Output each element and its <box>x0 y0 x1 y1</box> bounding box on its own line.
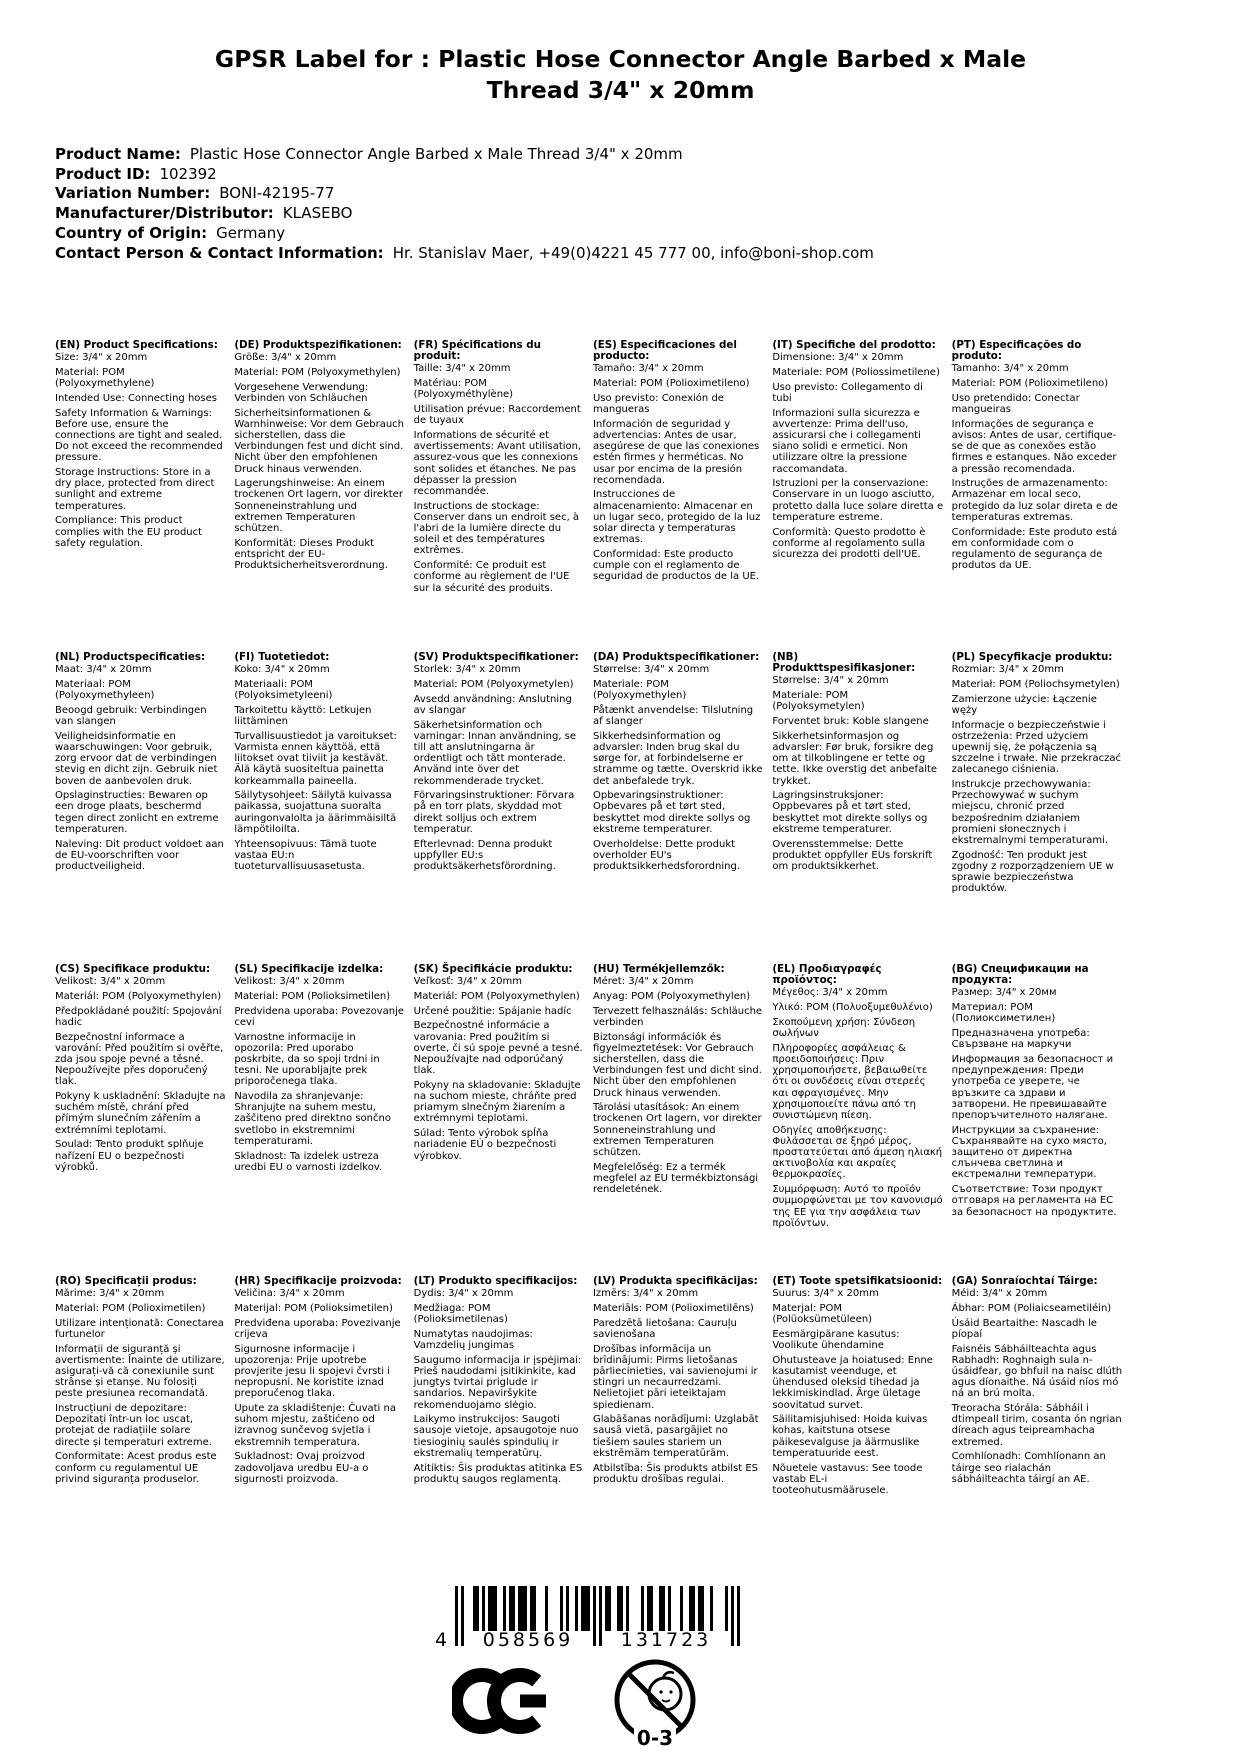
lang-block-paragraph: Conformitate: Acest produs este conform cu regulamentul UE privind siguranța produselor. <box>55 1451 217 1485</box>
lang-block-paragraph: Méid: 3/4" x 20mm <box>951 1288 1048 1300</box>
lang-block-paragraph: Varnostne informacije in opozorila: Pred uporabo poskrbite, da so spoji trdni in tesni. Ne uporabljajte prek priporočenega tlaka. <box>234 1031 380 1088</box>
lang-block-heading: (ES) Especificaciones del producto: <box>592 339 737 363</box>
lang-block-et <box>772 1276 943 1588</box>
lang-block-paragraph: Faisnéis Sábháilteachta agus Rabhadh: Roghnaigh sula n-úsáidfear, go bhfuil na naisc dlúth agus díonaithe. Ná úsáid níos mó ná an brú molta. <box>951 1343 1123 1400</box>
lang-block-paragraph: Materiale: POM (Polyoxymethylen) <box>592 678 687 702</box>
lang-block-paragraph: Eesmärgipärane kasutus: Voolikute ühendamine <box>772 1328 900 1352</box>
lang-block-paragraph: Съответствие: Този продукт отговаря на регламента на ЕС за безопасност на продуктите. <box>951 1184 1117 1218</box>
lang-block-paragraph: Atitiktis: Šis produktas atitinka ES produktų saugos reglamentą. <box>413 1462 583 1485</box>
lang-block-paragraph: Предназначена употреба: Свързване на маркучи <box>951 1028 1090 1051</box>
lang-block-heading: (RO) Specificații produs: <box>55 1275 197 1287</box>
lang-block-paragraph: Materiał: POM (Poliochsymetylen) <box>951 678 1120 690</box>
lang-block-pl <box>952 652 1123 964</box>
product-info-line <box>55 165 874 185</box>
lang-block-paragraph: Istruzioni per la conservazione: Conservare in un luogo asciutto, protetto dalla luce solare diretta e temperature estreme. <box>772 478 944 523</box>
lang-block-paragraph: Opslaginstructies: Bewaren op een droge plaats, beschermd tegen direct zonlicht en extreme temperaturen. <box>55 790 219 835</box>
lang-block-paragraph: Maat: 3/4" x 20mm <box>55 664 152 676</box>
page-title: GPSR Label for : Plastic Hose Connector Angle Barbed x Male Thread 3/4" x 20mm <box>214 45 1027 104</box>
lang-block-heading: (NL) Productspecificaties: <box>55 651 206 663</box>
lang-block-paragraph: Veiligheidsinformatie en waarschuwingen: Voor gebruik, zorg ervoor dat de verbindingen stevig en dicht zijn. Gebruik niet boven de aanbevolen druk. <box>55 730 218 787</box>
lang-block-fi <box>234 652 405 964</box>
lang-block-paragraph: Ábhar: POM (Poliaicseametiléin) <box>951 1302 1112 1314</box>
lang-block-paragraph: Instrucțiuni de depozitare: Depozitați într-un loc uscat, protejat de radiațiile solare directe și temperaturi extreme. <box>55 1403 212 1448</box>
lang-block-paragraph: Velikost: 3/4" x 20mm <box>234 976 345 988</box>
lang-block-paragraph: Veľkosť: 3/4" x 20mm <box>413 976 523 988</box>
lang-block-paragraph: Určené použitie: Spájanie hadíc <box>413 1005 572 1017</box>
lang-block-sk <box>414 964 585 1276</box>
lang-block-heading: (HU) Termékjellemzők: <box>592 963 725 975</box>
lang-block-paragraph: Predvidena uporaba: Povezovanje cevi <box>234 1005 405 1028</box>
lang-block-paragraph: Sukladnost: Ovaj proizvod zadovoljava uredbu EU-a o sigurnosti proizvoda. <box>234 1451 369 1485</box>
lang-block-paragraph: Tervezett felhasználás: Schläuche verbinden <box>592 1005 763 1028</box>
lang-block-hu <box>593 964 764 1276</box>
lang-block-paragraph: Pokyny k uskladnění: Skladujte na suchém místě, chrání před přímým slunečním zářením a extrémními teplotami. <box>55 1091 226 1136</box>
lang-block-paragraph: Izmērs: 3/4" x 20mm <box>592 1288 699 1300</box>
lang-block-paragraph: Tárolási utasítások: An einem trockenen Ort lagern, vor direkter Sonneneinstrahlung und extremen Temperaturen schützen. <box>592 1102 762 1159</box>
lang-block-paragraph: Vorgesehene Verwendung: Verbinden von Schläuchen <box>234 381 369 404</box>
lang-block-heading: (SK) Špecifikácie produktu: <box>413 963 573 975</box>
lang-block-paragraph: Material: POM (Polioximetileno) <box>951 378 1109 390</box>
lang-block-paragraph: Påtænkt anvendelse: Tilslutning af slanger <box>592 704 754 728</box>
lang-block-paragraph: Taille: 3/4" x 20mm <box>413 363 511 375</box>
lang-block-paragraph: Safety Information & Warnings: Before use, ensure the connections are tight and sealed. Do not exceed the recommended pressure. <box>55 407 223 464</box>
lang-block-bg <box>952 964 1123 1276</box>
lang-block-paragraph: Информация за безопасност и предупреждения: Преди употреба се уверете, че връзките са здрави и затворени. Не превишавайте препоръчителното налягане. <box>951 1053 1114 1121</box>
lang-block-paragraph: Conformità: Questo prodotto è conforme al regolamento sulla sicurezza dei prodotti dell'UE. <box>772 526 926 560</box>
product-info-label: Contact Person & Contact Information: <box>55 243 384 262</box>
lang-block-paragraph: Bezpečnostní informace a varování: Před použitím si ověřte, zda jsou spoje pevné a těsné. Nepoužívejte přes doporučený tlak. <box>55 1031 224 1088</box>
lang-block-paragraph: Rozmiar: 3/4" x 20mm <box>951 664 1064 676</box>
lang-block-ga <box>952 1276 1123 1588</box>
lang-block-paragraph: Medžiaga: POM (Polioksimetilenas) <box>413 1302 508 1326</box>
lang-block-paragraph: Säkerhetsinformation och varningar: Innan användning, se till att anslutningarna är ordentligt och tätt monterade. Använd inte över det rekommenderade trycket. <box>413 719 577 787</box>
lang-block-heading: (HR) Specifikacije proizvoda: <box>234 1275 402 1287</box>
lang-block-heading: (CS) Specifikace produktu: <box>55 963 211 975</box>
product-info-label: Country of Origin: <box>55 223 208 242</box>
lang-block-paragraph: Glabāšanas norādījumi: Uzglabāt sausā vietā, pasargājiet no tiešiem saules stariem un ekstrēmām temperatūrām. <box>592 1414 759 1459</box>
lang-block-paragraph: Μέγεθος: 3/4" x 20mm <box>772 987 888 999</box>
lang-block-paragraph: Opbevaringsinstruktioner: Opbevares på et tørt sted, beskyttet mod direkte sollys og ekstreme temperaturer. <box>592 790 751 835</box>
lang-block-paragraph: Saugumo informacija ir įspėjimai: Prieš naudodami įsitikinkite, kad jungtys tvirtai priglude ir sandarios. Nepaviršykite rekomenduojamo slėgio. <box>413 1354 582 1411</box>
lang-block-paragraph: Sigurnosne informacije i upozorenja: Prije upotrebe provjerite jesu li spojevi čvrsti i nepropusni. Ne koristite iznad preporučenog tlaka. <box>234 1343 390 1400</box>
lang-block-heading: (SV) Produktspecifikationer: <box>413 651 579 663</box>
lang-block-paragraph: Drošības informācija un brīdinājumi: Pirms lietošanas pārliecinieties, vai savienojumi ir stingri un necaurredzami. Nelietojiet pāri ieteiktajam spiedienam. <box>592 1343 758 1411</box>
lang-block-paragraph: Størrelse: 3/4" x 20mm <box>592 664 710 676</box>
lang-block-paragraph: Lagerungshinweise: An einem trockenen Ort lagern, vor direkter Sonneneinstrahlung und extremen Temperaturen schützen. <box>234 478 403 535</box>
lang-block-paragraph: Méret: 3/4" x 20mm <box>592 976 694 988</box>
lang-block-paragraph: Atbilstība: Šis produkts atbilst ES produktu drošības regulai. <box>592 1462 758 1485</box>
product-info-value: Germany <box>216 223 286 242</box>
product-info <box>55 145 874 263</box>
lang-block-paragraph: Материал: POM (Полиоксиметилен) <box>951 1002 1056 1025</box>
lang-block-paragraph: Overensstemmelse: Dette produktet oppfyller EUs forskrift om produktsikkerhet. <box>772 838 933 872</box>
lang-block-paragraph: Conformité: Ce produit est conforme au règlement de l'UE sur la sécurité des produits. <box>413 560 570 594</box>
lang-block-paragraph: Materijal: POM (Polioksimetilen) <box>234 1302 393 1314</box>
lang-block-paragraph: Tamanho: 3/4" x 20mm <box>951 363 1069 375</box>
lang-block-paragraph: Tamaño: 3/4" x 20mm <box>592 363 704 375</box>
product-info-value: Plastic Hose Connector Angle Barbed x Male Thread 3/4" x 20mm <box>189 145 683 163</box>
barcode <box>425 1586 745 1650</box>
lang-block-paragraph: Koko: 3/4" x 20mm <box>234 664 330 676</box>
lang-block-paragraph: Paredzētā lietošana: Cauruļu savienošana <box>592 1317 737 1340</box>
lang-block-paragraph: Instrucciones de almacenamiento: Almacenar en un lugar seco, protegido de la luz solar directa y temperaturas extremas. <box>592 489 761 546</box>
lang-block-paragraph: Avsedd användning: Anslutning av slangar <box>413 693 572 716</box>
lang-block-paragraph: Uso pretendido: Conectar mangueiras <box>951 392 1080 416</box>
lang-block-paragraph: Beoogd gebruik: Verbindingen van slangen <box>55 704 207 728</box>
product-info-label: Product ID: <box>55 164 151 183</box>
lang-block-pt <box>952 340 1123 652</box>
lang-block-es <box>593 340 764 652</box>
lang-block-paragraph: Nõuetele vastavus: See toode vastab EL-i tooteohutusmäärusele. <box>772 1462 923 1496</box>
lang-block-paragraph: Säilitamisjuhised: Hoida kuivas kohas, kaitstuna otsese päikesevalguse ja äärmuslike temperatuuride eest. <box>772 1414 928 1459</box>
lang-block-heading: (EL) Προδιαγραφές προϊόντος: <box>772 963 882 987</box>
lang-block-paragraph: Navodila za shranjevanje: Shranjujte na suhem mestu, zaščiteno pred direktno sončno svetlobo in ekstremnimi temperaturami. <box>234 1091 391 1147</box>
lang-block-paragraph: Forventet bruk: Koble slangene <box>772 716 929 728</box>
lang-block-paragraph: Dydis: 3/4" x 20mm <box>413 1288 514 1300</box>
lang-block-paragraph: Instrukcje przechowywania: Przechowywać w suchym miejscu, chronić przed bezpośrednim działaniem promieni słonecznych i ekstremalnymi temperaturami. <box>951 779 1109 847</box>
lang-block-heading: (LV) Produkta specifikācijas: <box>592 1275 758 1287</box>
product-info-line <box>55 204 874 224</box>
lang-block-paragraph: Instructions de stockage: Conserver dans un endroit sec, à l'abri de la lumière directe du soleil et des températures extrêmes. <box>413 500 580 557</box>
lang-block-paragraph: Materiaali: POM (Polyoksimetyleeni) <box>234 678 333 702</box>
lang-block-paragraph: Suurus: 3/4" x 20mm <box>772 1288 879 1300</box>
lang-block-heading: (NB) Produkttspesifikasjoner: <box>772 651 916 675</box>
lang-block-paragraph: Turvallisuustiedot ja varoitukset: Varmista ennen käyttöä, että liitokset ovat tiiviit ja kestävät. Älä käytä suositeltua painetta korkeammalla paineella. <box>234 730 397 787</box>
lang-block-paragraph: Storage Instructions: Store in a dry place, protected from direct sunlight and extreme temperatures. <box>55 467 215 512</box>
lang-block-paragraph: Skladnost: Ta izdelek ustreza uredbi EU o varnosti izdelkov. <box>234 1150 383 1173</box>
lang-block-heading: (PL) Specyfikacje produktu: <box>951 651 1113 663</box>
lang-block-paragraph: Materiale: POM (Polyoksymetylen) <box>772 690 865 713</box>
lang-block-paragraph: Úsáid Beartaithe: Nascadh le píopaí <box>951 1317 1097 1340</box>
lang-block-paragraph: Materiaal: POM (Polyoxymethyleen) <box>55 678 155 702</box>
lang-block-paragraph: Sikkerhetsinformasjon og advarsler: Før bruk, forsikre deg om at tilkoblingene er tette og tette. Ikke overstig det anbefalte trykket. <box>772 730 938 787</box>
lang-block-heading: (DE) Produktspezifikationen: <box>234 339 402 351</box>
lang-block-paragraph: Utilizare intenționată: Conectarea furtunelor <box>55 1317 224 1340</box>
lang-block-hr <box>234 1276 405 1588</box>
barcode-prefix-digit: 4 <box>435 1629 448 1650</box>
lang-block-paragraph: Material: POM (Polioximetilen) <box>55 1302 206 1314</box>
age-warning-label: 0-3 <box>636 1726 674 1750</box>
lang-block-paragraph: Σκοπούμενη χρήση: Σύνδεση σωλήνων <box>772 1016 916 1040</box>
lang-block-paragraph: Uso previsto: Conexión de mangueras <box>592 392 724 416</box>
lang-block-en <box>55 340 226 652</box>
barcode-left-digits: 058569 <box>482 1629 574 1650</box>
lang-block-paragraph: Utilisation prévue: Raccordement de tuyaux <box>413 404 581 427</box>
lang-block-nb <box>772 652 943 964</box>
lang-block-paragraph: Инструкции за съхранение: Съхранявайте на сухо място, защитено от директна слънчева светлина и екстремални температури. <box>951 1124 1107 1181</box>
lang-block-paragraph: Megfelelőség: Ez a termék megfelel az EU termékbiztonsági rendeletének. <box>592 1161 759 1196</box>
lang-block-lv <box>593 1276 764 1588</box>
lang-block-heading: (PT) Especificações do produto: <box>951 339 1082 363</box>
lang-block-paragraph: Materiale: POM (Poliossimetilene) <box>772 366 940 378</box>
lang-block-paragraph: Material: POM (Polioximetileno) <box>592 378 750 390</box>
lang-block-paragraph: Anyag: POM (Polyoxymethylen) <box>592 990 751 1002</box>
lang-block-nl <box>55 652 226 964</box>
lang-block-paragraph: Pokyny na skladovanie: Skladujte na suchom mieste, chráňte pred priamym slnečným žiarením a extrémnymi teplotami. <box>413 1079 581 1125</box>
lang-block-paragraph: Súlad: Tento výrobok spĺňa nariadenie EÚ o bezpečnosti výrobkov. <box>413 1128 557 1162</box>
lang-block-paragraph: Material: POM (Polioksimetilen) <box>234 990 391 1002</box>
lang-block-paragraph: Laikymo instrukcijos: Saugoti sausoje vietoje, apsaugotoje nuo tiesioginių saulės spindulių ir ekstremalių temperatūrų. <box>413 1414 579 1459</box>
lang-block-heading: (LT) Produkto specifikacijos: <box>413 1275 578 1287</box>
product-info-value: Hr. Stanislav Maer, +49(0)4221 45 777 00, info@boni-shop.com <box>392 243 874 262</box>
lang-block-paragraph: Sicherheitsinformationen & Warnhinweise: Vor dem Gebrauch sicherstellen, dass die Verbindungen fest und dicht sind. Nicht über den empfohlenen Druck hinaus verwenden. <box>234 407 405 475</box>
lang-block-paragraph: Soulad: Tento produkt splňuje nařízení EU o bezpečnosti výrobků. <box>55 1139 204 1173</box>
lang-block-paragraph: Efterlevnad: Denna produkt uppfyller EU:s produktsäkerhetsförordning. <box>413 838 556 872</box>
lang-block-paragraph: Materiál: POM (Polyoxymethylen) <box>413 990 580 1002</box>
product-info-line <box>55 145 874 165</box>
lang-block-paragraph: Informations de sécurité et avertissements: Avant utilisation, assurez-vous que les connexions sont solides et étanches. Ne pas dépasser la pression recommandée. <box>413 429 582 497</box>
lang-block-paragraph: Size: 3/4" x 20mm <box>55 352 148 364</box>
lang-block-paragraph: Säilytysohjeet: Säilytä kuivassa paikassa, suojattuna suoralta auringonvalolta ja äärimmäisiltä lämpötiloilta. <box>234 790 397 835</box>
lang-block-paragraph: Biztonsági információk és figyelmeztetések: Vor Gebrauch sicherstellen, dass die Verbindungen fest und dicht sind. Nicht über den empfohlenen Druck hinaus verwenden. <box>592 1031 762 1099</box>
lang-block-paragraph: Informacje o bezpieczeństwie i ostrzeżenia: Przed użyciem upewnij się, że połączenia są szczelne i trwałe. Nie przekraczać zalecanego ciśnienia. <box>951 719 1121 776</box>
lang-block-heading: (EN) Product Specifications: <box>55 339 218 351</box>
lang-block-heading: (SL) Specifikacije izdelka: <box>234 963 384 975</box>
lang-block-sv <box>414 652 585 964</box>
lang-block-paragraph: Größe: 3/4" x 20mm <box>234 352 337 364</box>
lang-block-paragraph: Συμμόρφωση: Αυτό το προϊόν συμμορφώνεται με τον κανονισμό της ΕΕ για την ασφάλεια των προϊόντων. <box>772 1184 943 1229</box>
lang-block-lt <box>414 1276 585 1588</box>
lang-block-paragraph: Materjal: POM (Polüoksümetüleen) <box>772 1302 873 1326</box>
barcode-right-digits: 131723 <box>620 1629 712 1650</box>
lang-block-da <box>593 652 764 964</box>
product-info-line <box>55 244 874 264</box>
lang-block-paragraph: Conformidad: Este producto cumple con el reglamento de seguridad de productos de la UE. <box>592 548 760 583</box>
lang-block-paragraph: Förvaringsinstruktioner: Förvara på en torr plats, skyddad mot direkt solljus och extrem temperatur. <box>413 790 575 835</box>
lang-block-paragraph: Materiál: POM (Polyoxymethylen) <box>55 990 222 1002</box>
product-info-value: KLASEBO <box>282 204 353 223</box>
lang-block-heading: (FI) Tuotetiedot: <box>234 651 330 663</box>
lang-block-paragraph: Οδηγίες αποθήκευσης: Φυλάσσεται σε ξηρό μέρος, προστατεύεται από άμεση ηλιακή ακτινοβολία και ακραίες θερμοκρασίες. <box>772 1124 943 1181</box>
lang-block-paragraph: Informações de segurança e avisos: Antes de usar, certifique-se de que as conexões estão firmes e estanques. Não exceder a pressão recomendada. <box>951 418 1117 475</box>
lang-block-paragraph: Conformidade: Este produto está em conformidade com o regulamento de segurança de produtos da UE. <box>951 526 1118 572</box>
lang-block-sl <box>234 964 405 1276</box>
lang-block-heading: (GA) Sonraíochtaí Táirge: <box>951 1275 1098 1287</box>
lang-block-heading: (FR) Spécifications du produit: <box>413 339 541 363</box>
lang-block-paragraph: Predviđena uporaba: Povezivanje crijeva <box>234 1317 401 1340</box>
lang-block-el <box>772 964 943 1276</box>
lang-block-paragraph: Yhteensopivuus: Tämä tuote vastaa EU:n tuoteturvallisuusasetusta. <box>234 838 377 872</box>
product-info-line <box>55 184 874 204</box>
lang-block-paragraph: Materiāls: POM (Polioximetilēns) <box>592 1302 754 1314</box>
lang-block-ro <box>55 1276 226 1588</box>
lang-block-paragraph: Πληροφορίες ασφάλειας & προειδοποιήσεις: Πριν χρησιμοποιήσετε, βεβαιωθείτε ότι οι συνδέσεις είναι στερεές και σφραγισμένες. Μην χρησιμοποιείτε πάνω από τη συνιστώμενη πίεση. <box>772 1042 928 1121</box>
lang-block-paragraph: Tarkoitettu käyttö: Letkujen liittäminen <box>234 704 372 728</box>
lang-block-paragraph: Material: POM (Polyoxymetylen) <box>413 678 574 690</box>
lang-block-paragraph: Informații de siguranță și avertismente: Înainte de utilizare, asigurați-vă că conexiunile sunt strânse și etanșe. Nu folosiți peste presiunea recomandată. <box>55 1343 225 1400</box>
lang-block-paragraph: Dimensione: 3/4" x 20mm <box>772 352 904 364</box>
lang-block-heading: (ET) Toote spetsifikatsioonid: <box>772 1275 943 1287</box>
lang-block-it <box>772 340 943 652</box>
lang-block-paragraph: Treoracha Stórála: Sábháil i dtimpeall tirim, cosanta ón ngrian díreach agus teipreamhacha extremed. <box>951 1403 1122 1448</box>
product-info-label: Variation Number: <box>55 184 211 203</box>
lang-block-paragraph: Informazioni sulla sicurezza e avvertenze: Prima dell'uso, assicurarsi che i collegamenti siano solidi e ermetici. Non utilizzare oltre la pressione raccomandata. <box>772 407 921 475</box>
lang-block-paragraph: Uso previsto: Collegamento di tubi <box>772 381 923 404</box>
lang-block-heading: (DA) Produktspecifikationer: <box>592 651 760 663</box>
age-warning-icon <box>605 1648 705 1754</box>
lang-block-paragraph: Información de seguridad y advertencias: Antes de usar, asegúrese de que las conexiones estén firmes y herméticas. No usar por encima de la presión recomendada. <box>592 418 760 486</box>
lang-block-paragraph: Compliance: This product complies with the EU product safety regulation. <box>55 515 203 549</box>
lang-block-cs <box>55 964 226 1276</box>
product-info-label: Product Name: <box>55 145 181 163</box>
lang-block-heading: (IT) Specifiche del prodotto: <box>772 339 936 351</box>
lang-block-paragraph: Numatytas naudojimas: Vamzdelių jungimas <box>413 1328 533 1352</box>
lang-block-paragraph: Comhlíonadh: Comhlíonann an táirge seo rialachán sábháilteachta táirgí an AE. <box>951 1451 1106 1485</box>
lang-block-paragraph: Zamierzone użycie: Łączenie węży <box>951 693 1097 716</box>
product-info-line <box>55 224 874 244</box>
lang-block-paragraph: Předpokládané použití: Spojování hadic <box>55 1005 222 1028</box>
lang-block-paragraph: Konformität: Dieses Produkt entspricht der EU-Produktsicherheitsverordnung. <box>234 537 388 572</box>
lang-block-heading: (BG) Спецификации на продукта: <box>951 963 1089 987</box>
lang-block-paragraph: Lagringsinstruksjoner: Oppbevares på et tørt sted, beskyttet mot direkte sollys og ekstreme temperaturer. <box>772 790 928 835</box>
lang-block-paragraph: Material: POM (Polyoxymethylene) <box>55 366 155 390</box>
lang-block-paragraph: Upute za skladištenje: Čuvati na suhom mjestu, zaštićeno od izravnog sunčevog svjetla i ekstremnih temperatura. <box>234 1403 396 1448</box>
product-info-label: Manufacturer/Distributor: <box>55 204 274 223</box>
lang-block-paragraph: Instruções de armazenamento: Armazenar em local seco, protegido da luz solar direta e de temperaturas extremas. <box>951 478 1118 523</box>
lang-block-paragraph: Sikkerhedsinformation og advarsler: Inden brug skal du sørge for, at forbindelserne er stramme og tætte. Overskrid ikke det anbefalede tryk. <box>592 730 763 787</box>
language-blocks-grid <box>55 340 1123 1588</box>
lang-block-paragraph: Zgodność: Ten produkt jest zgodny z rozporządzeniem UE w sprawie bezpieczeństwa produktów. <box>951 849 1114 895</box>
lang-block-paragraph: Intended Use: Connecting hoses <box>55 392 217 404</box>
lang-block-paragraph: Размер: 3/4" x 20мм <box>951 987 1057 999</box>
product-info-value: 102392 <box>159 164 217 183</box>
lang-block-paragraph: Velikost: 3/4" x 20mm <box>55 976 166 988</box>
lang-block-paragraph: Størrelse: 3/4" x 20mm <box>772 675 889 687</box>
lang-block-paragraph: Veličina: 3/4" x 20mm <box>234 1288 345 1300</box>
product-info-value: BONI-42195-77 <box>219 184 335 203</box>
lang-block-paragraph: Ohutusteave ja hoiatused: Enne kasutamist veenduge, et ühendused oleksid tihedad ja lekkimiskindlad. Ärge ületage soovitatud survet. <box>772 1354 933 1411</box>
lang-block-paragraph: Matériau: POM (Polyoxyméthylène) <box>413 378 514 401</box>
ce-mark-icon <box>452 1666 552 1740</box>
lang-block-paragraph: Storlek: 3/4" x 20mm <box>413 664 521 676</box>
lang-block-fr <box>414 340 585 652</box>
lang-block-paragraph: Mărime: 3/4" x 20mm <box>55 1288 165 1300</box>
lang-block-paragraph: Bezpečnostné informácie a varovania: Pred použitím si overte, či sú spoje pevné a tesné. Nepoužívajte nad odporúčaný tlak. <box>413 1020 583 1077</box>
lang-block-de <box>234 340 405 652</box>
lang-block-paragraph: Overholdelse: Dette produkt overholder EU's produktsikkerhedsforordning. <box>592 838 741 872</box>
lang-block-paragraph: Naleving: Dit product voldoet aan de EU-voorschriften voor productveiligheid. <box>55 838 224 872</box>
lang-block-paragraph: Material: POM (Polyoxymethylen) <box>234 366 401 378</box>
lang-block-paragraph: Υλικό: POM (Πολυοξυμεθυλένιο) <box>772 1002 933 1014</box>
